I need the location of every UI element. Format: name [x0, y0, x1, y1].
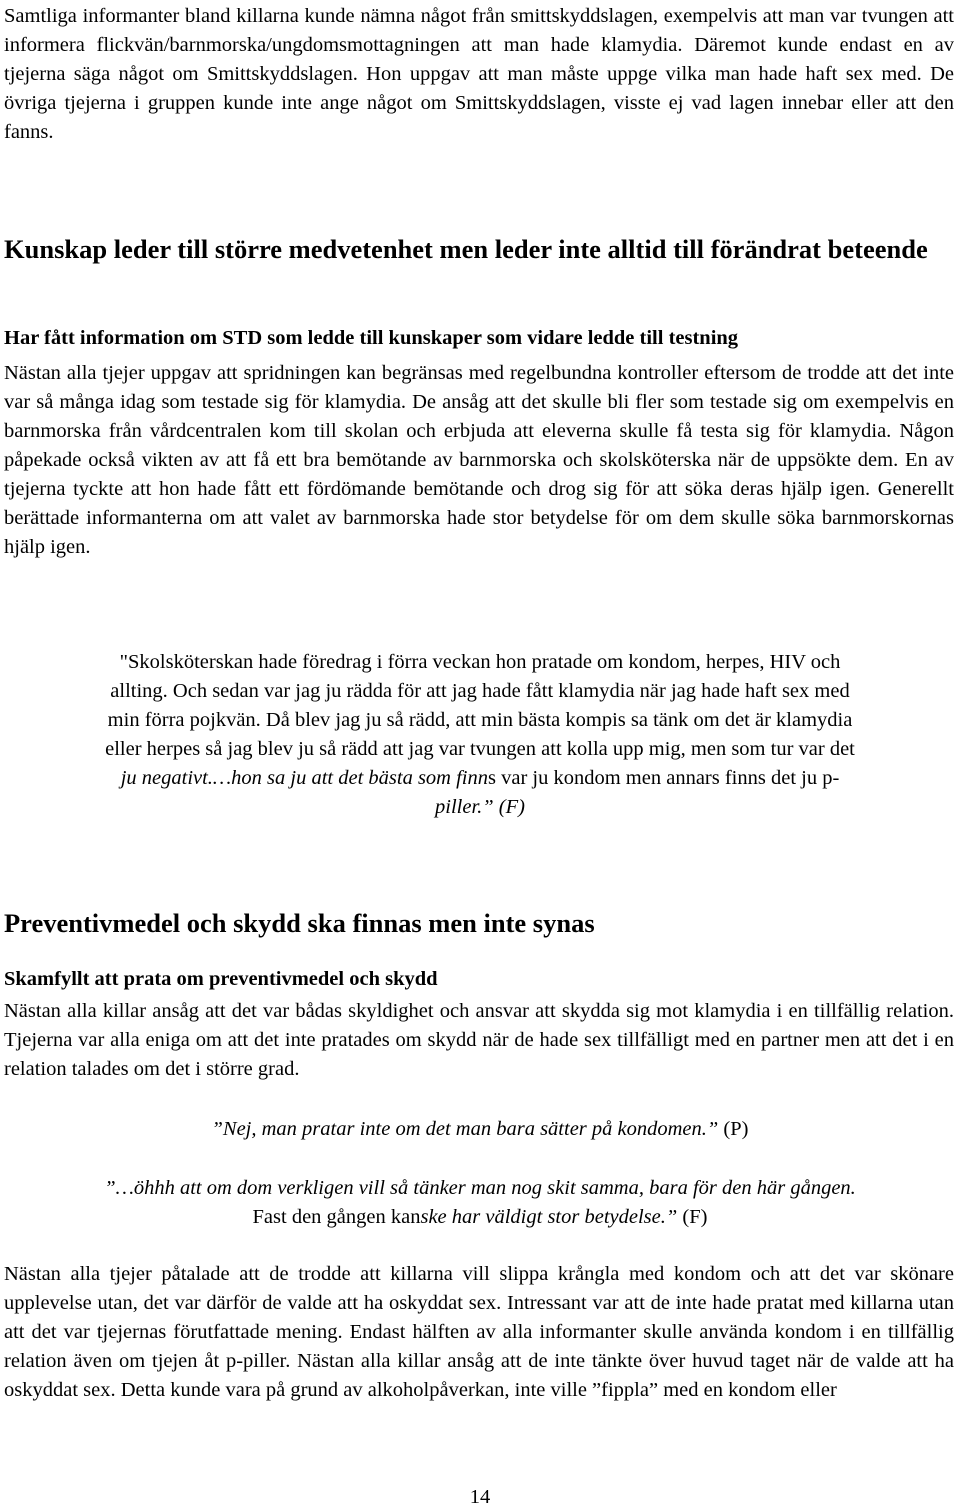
- quote-school-nurse: [0, 648, 960, 822]
- quote-italic-text: ske har väldigt stor betydelse.”: [420, 1206, 678, 1228]
- subheading-std-information: Har fått information om STD som ledde till kunskaper som vidare ledde till testning: [4, 327, 739, 349]
- paragraph-protection: Nästan alla killar ansåg att det var bådas skyldighet och ansvar att skydda sig mot klamydia i en tillfällig relation. Tjejerna var alla eniga om att det inte pratades om skydd när de hade sex tillfälligt med en partner men att det i en relation talades om det i större grad.: [4, 1000, 954, 1080]
- quote-line: allting. Och sedan var jag ju rädda för att jag hade fått klamydia när jag hade haft sex med: [110, 680, 850, 702]
- quote-line: eller herpes så jag blev ju så rädd att jag var tvungen att kolla upp mig, men som tur var det: [105, 738, 855, 760]
- quote-line: "Skolsköterskan hade föredrag i förra veckan hon pratade om kondom, herpes, HIV och: [119, 651, 841, 673]
- section-heading-contraceptives: Preventivmedel och skydd ska finnas men inte synas: [4, 908, 595, 938]
- subheading-shameful-talk: Skamfyllt att prata om preventivmedel och skydd: [4, 968, 438, 990]
- quote-italic-text: ju negativt.…hon sa ju att det bästa som finn: [120, 767, 488, 789]
- quote-text: (P): [718, 1118, 749, 1140]
- quote-line: [0, 1203, 960, 1232]
- page-number: 14: [469, 1486, 491, 1508]
- quote-italic-text: ”Nej, man pratar inte om det man bara sätter på kondomen.”: [211, 1118, 719, 1140]
- quote-line: ”…öhhh att om dom verkligen vill så tänker man nog skit samma, bara för den här gången.: [104, 1177, 856, 1199]
- quote-line: min förra pojkvän. Då blev jag ju så rädd, att min bästa kompis sa tänk om det är klamydia: [107, 709, 853, 731]
- quote-line: [0, 1115, 960, 1144]
- quote-text: Fast den gången kan: [252, 1206, 421, 1228]
- quote-text: (F): [677, 1206, 708, 1228]
- quote-line: piller.” (F): [435, 796, 525, 818]
- quote-line: [0, 764, 960, 793]
- quote-this-time: [0, 1174, 960, 1232]
- quote-condom: [0, 1115, 960, 1144]
- intro-paragraph: Samtliga informanter bland killarna kunde nämna något från smittskyddslagen, exempelvis att man var tvungen att informera flickvän/barnmorska/ungdomsmottagningen att man hade klamydia. Däremot kunde endast en av tjejerna säga något om Smittskyddslagen. Hon uppgav att man måste uppge vilka man hade haft sex med. De övriga tjejerna i gruppen kunde inte ange något om Smittskyddslagen, visste ej vad lagen innebar eller att den fanns.: [4, 5, 954, 143]
- paragraph-unprotected-sex: Nästan alla tjejer påtalade att de trodde att killarna vill slippa krångla med kondom och att det var skönare upplevelse utan, det var därför de valde att ha oskyddat sex. Intressant var att de inte hade pratat med killarna utan att det var tjejernas förutfattade mening. Endast hälften av alla informanter skulle använda kondom i en tillfällig relation även om tjejen åt p-piller. Nästan alla killar ansåg att de inte tänkte över huvud taget när de valde att ha oskyddat sex. Detta kunde vara på grund av alkoholpåverkan, inte ville ”fippla” med en kondom eller: [4, 1263, 954, 1401]
- quote-text: s var ju kondom men annars finns det ju p-: [488, 767, 840, 789]
- paragraph-testing: Nästan alla tjejer uppgav att spridningen kan begränsas med regelbundna kontroller eftersom de trodde att det inte var så många idag som testade sig för klamydia. De ansåg att det skulle bli fler som testade sig om exempelvis en barnmorska från vårdcentralen kom till skolan och erbjuda att eleverna skulle få testa sig för klamydia. Någon påpekade också vikten av att få ett bra bemötande av barnmorska och skolsköterska när de uppsökte dem. En av tjejerna tyckte att hon hade fått ett fördömande bemötande och drog sig för att söka deras hjälp igen. Generellt berättade informanterna om att valet av barnmorska hade stor betydelse för om dem skulle söka barnmorskornas hjälp igen.: [4, 362, 954, 558]
- section-heading-knowledge: Kunskap leder till större medvetenhet men leder inte alltid till förändrat beteende: [4, 234, 928, 264]
